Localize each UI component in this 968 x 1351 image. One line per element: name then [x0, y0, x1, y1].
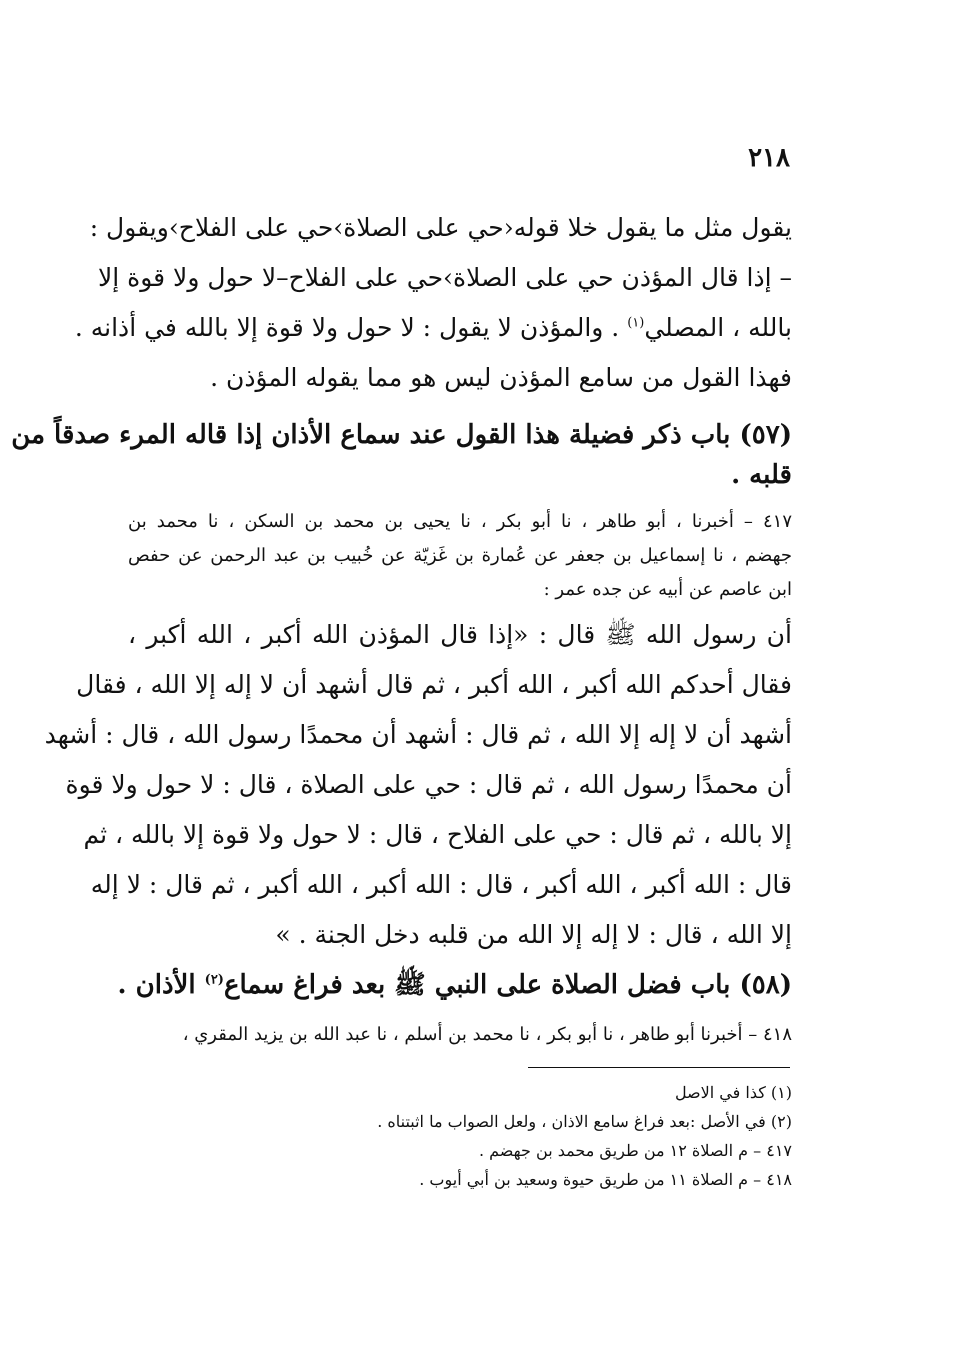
- hadith-417-isnad: [128, 505, 792, 607]
- footnote-marker-2: (٢): [204, 972, 224, 988]
- matn-line: فقال أحدكم الله أكبر ، الله أكبر ، ثم قال أشهد أن لا إله إلا الله ، فقال: [76, 670, 792, 699]
- intro-line-start: بالله ، المصلي: [644, 313, 792, 342]
- intro-line: فهذا القول من سامع المؤذن ليس هو مما يقوله المؤذن .: [210, 363, 792, 392]
- heading-text: (٥٨) باب فضل الصلاة على النبي ﷺ بعد فراغ سماع: [223, 970, 792, 1000]
- intro-line: يقول مثل ما يقول خلا قوله‹حي على الصلاة›حي على الفلاح›ويقول :: [89, 213, 792, 242]
- footnote: ٤١٨ – م الصلاة ١١ من طريق حيوة وسعيد بن أبي أيوب .: [419, 1170, 792, 1189]
- matn-line: أن رسول الله ﷺ قال : «إذا قال المؤذن الله أكبر ، الله أكبر ،: [128, 620, 792, 649]
- matn-line: قال : الله أكبر ، الله أكبر ، قال : الله أكبر ، الله أكبر ، ثم قال : لا إله: [90, 870, 792, 899]
- page-number: ٢١٨: [748, 143, 790, 173]
- isnad-line: جهضم ، نا إسماعيل بن جعفر عن عُمارة بن غَزيّة عن خُبيب بن عبد الرحمن عن حفص: [128, 545, 792, 566]
- hadith-418-isnad: [128, 1018, 792, 1052]
- isnad-line: ٤١٧ – أخبرنا ، أبو طاهر ، نا أبو بكر ، نا يحيى بن محمد بن السكن ، نا محمد بن: [128, 511, 792, 532]
- hadith-417-matn: [44, 610, 792, 960]
- matn-line: إلا بالله ، ثم قال : حي على الفلاح ، قال : لا حول ولا قوة إلا بالله ، ثم: [83, 820, 792, 849]
- heading-line: (٥٧) باب ذكر فضيلة هذا القول عند سماع الأذان إذا قاله المرء صدقاً من: [11, 420, 792, 450]
- matn-line: إلا الله ، قال : لا إله إلا الله من قلبه دخل الجنة . »: [275, 920, 792, 949]
- matn-line: أن محمدًا رسول الله ، ثم قال : حي على الصلاة ، قال : لا حول ولا قوة: [65, 770, 792, 799]
- intro-line: [74, 303, 792, 353]
- intro-line-rest: . والمؤذن لا يقول : لا حول ولا قوة إلا بالله في أذانه .: [74, 313, 628, 342]
- heading-text-end: الأذان .: [117, 970, 205, 1000]
- heading-line: قلبه .: [731, 460, 792, 490]
- footnote: (٢) في الأصل :بعد فراغ سامع الاذان ، ولعل الصواب ما اثبتناه .: [377, 1112, 792, 1131]
- section-57-heading: [11, 415, 792, 495]
- footnote-divider: [528, 1067, 790, 1068]
- intro-line: – إذا قال المؤذن حي على الصلاة›حي على الفلاح–لا حول ولا قوة إلا: [98, 263, 792, 292]
- isnad-line: ٤١٨ – أخبرنا أبو طاهر ، نا أبو بكر ، نا محمد بن أسلم ، نا عبد الله بن يزيد المقري ،: [182, 1024, 792, 1045]
- intro-paragraph: [74, 203, 792, 403]
- footnote-marker-1: (١): [627, 315, 645, 331]
- heading-line: [117, 965, 792, 1005]
- footnotes: [252, 1078, 792, 1194]
- section-58-heading: [117, 965, 792, 1005]
- matn-line: أشهد أن لا إله إلا الله ، ثم قال : أشهد أن محمدًا رسول الله ، قال : أشهد: [44, 720, 792, 749]
- footnote: ٤١٧ – م الصلاة ١٢ من طريق محمد بن جهضم .: [478, 1141, 792, 1160]
- footnote: (١) كذا في الاصل: [674, 1083, 792, 1102]
- isnad-line: ابن عاصم عن أبيه عن جده عمر :: [543, 579, 792, 600]
